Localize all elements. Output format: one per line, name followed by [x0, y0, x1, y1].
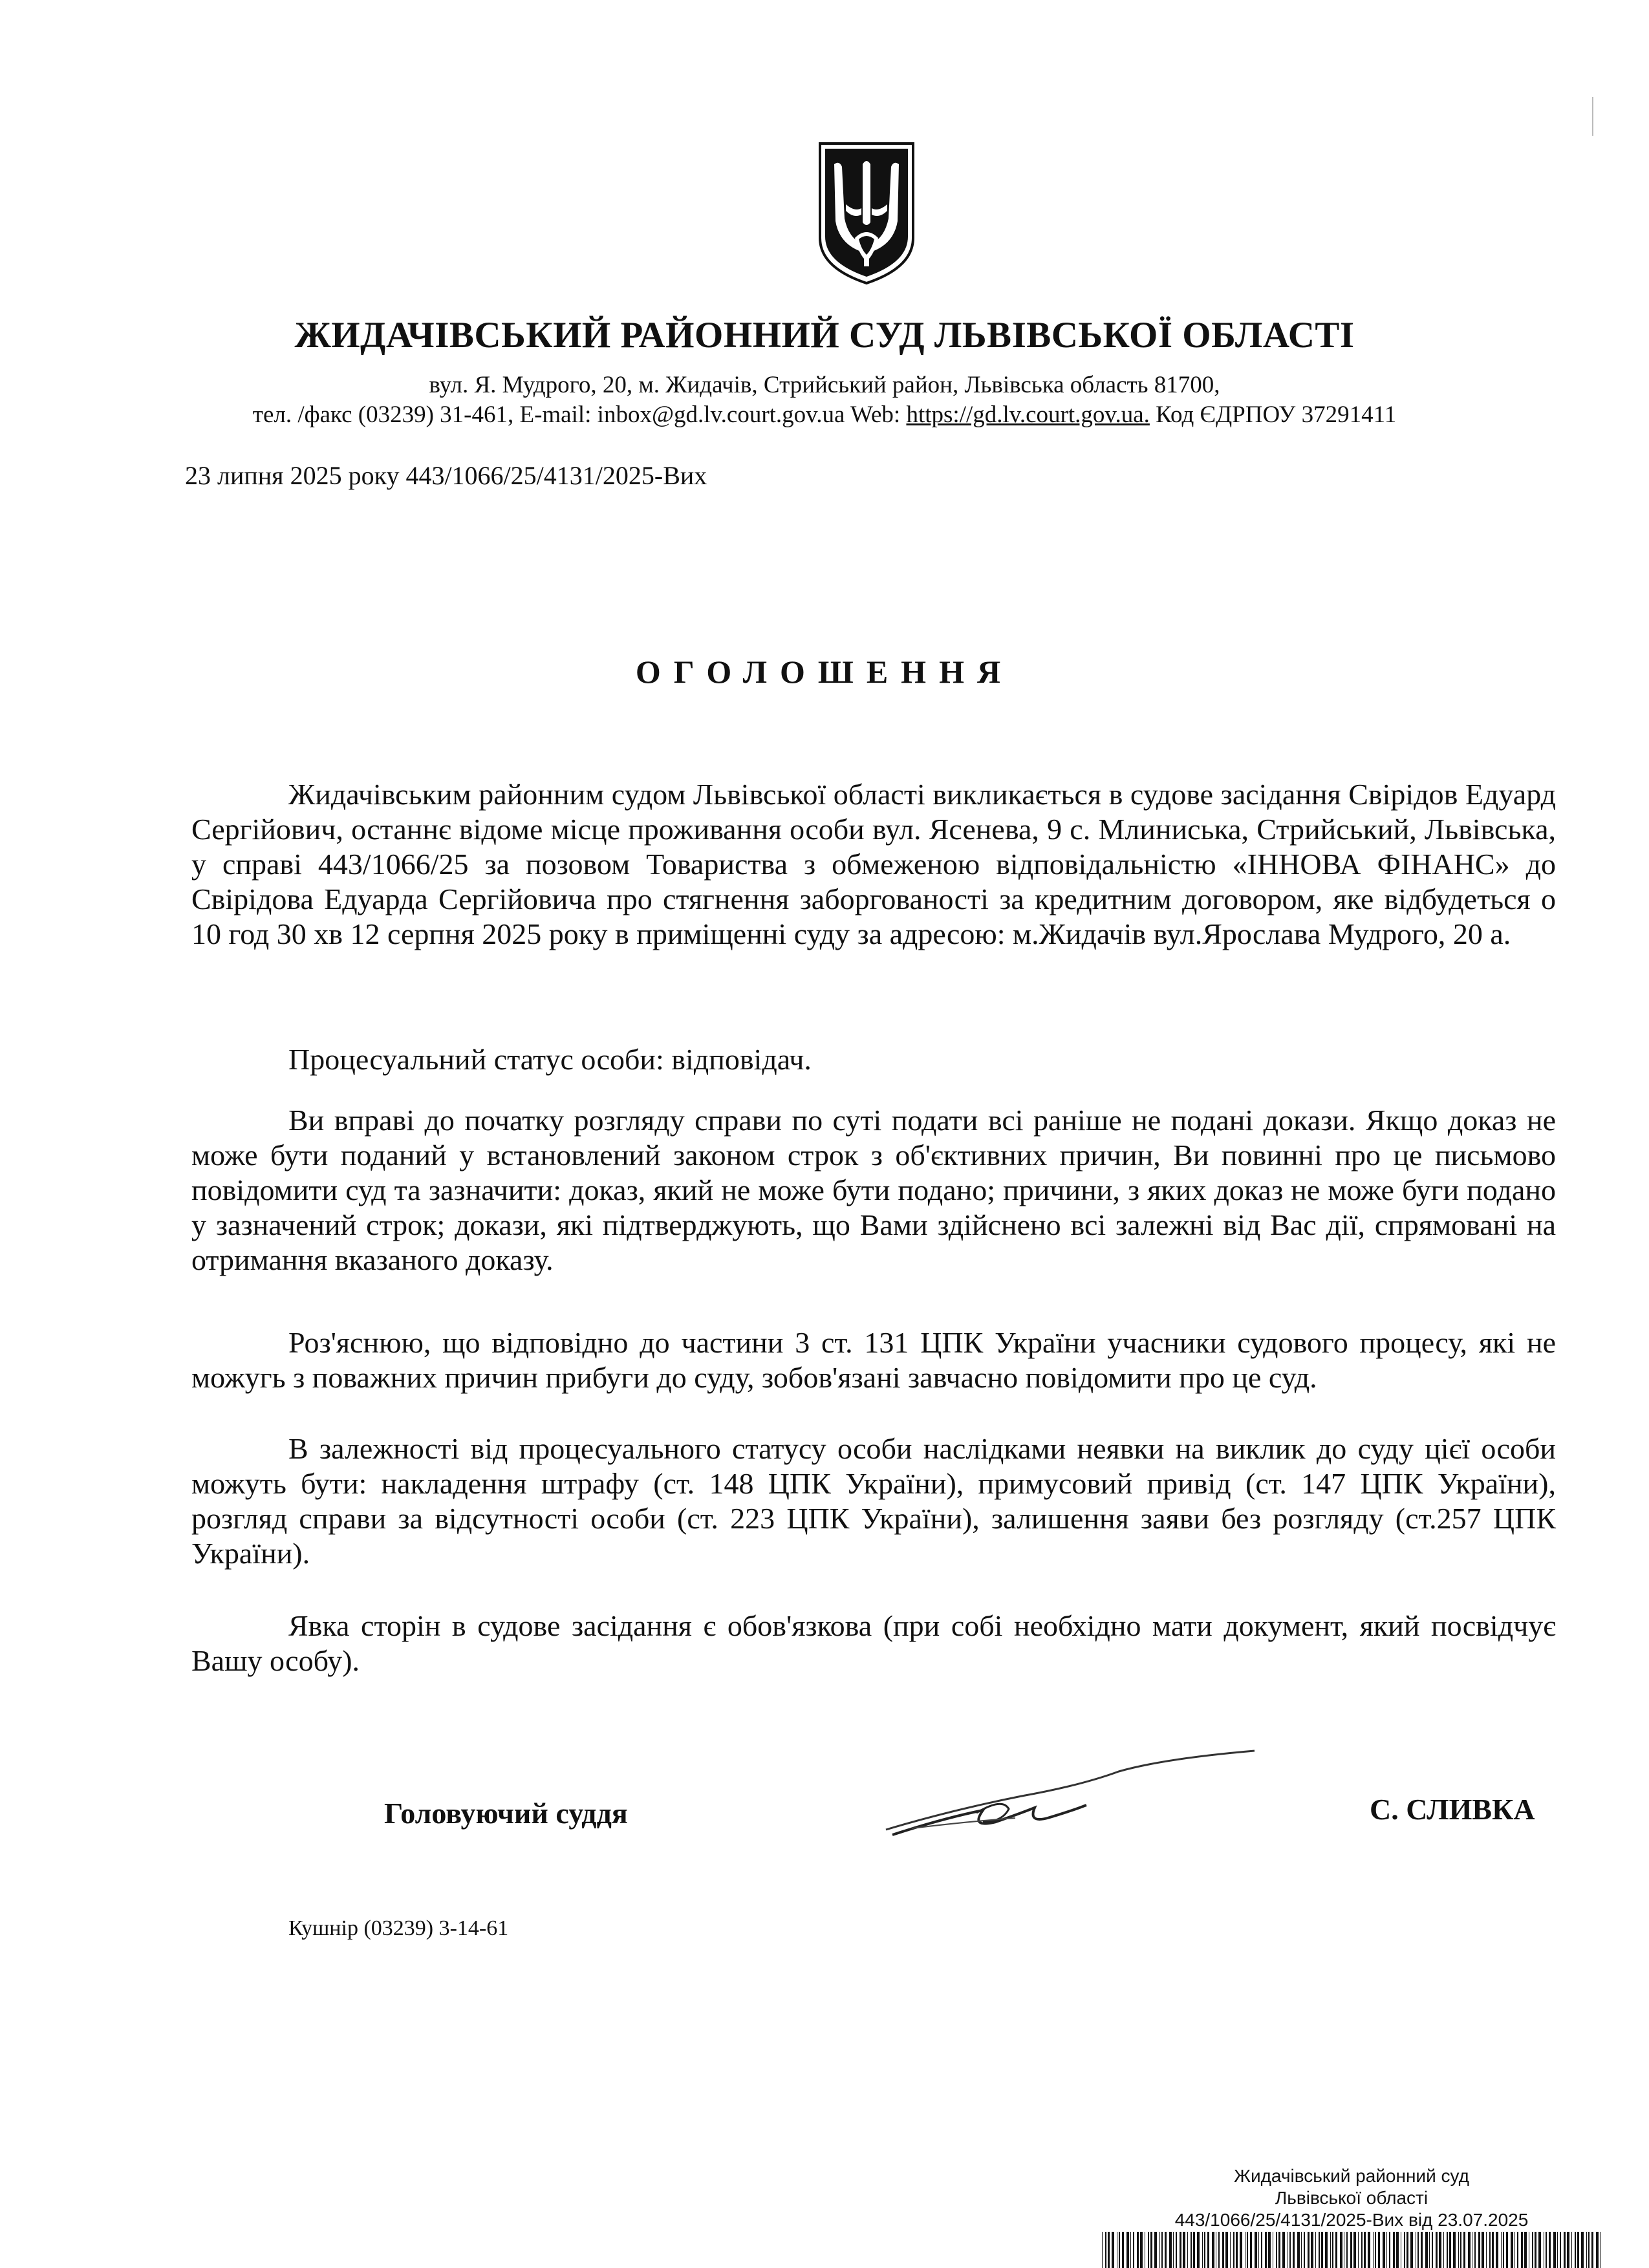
barcode-bar [1404, 2232, 1405, 2268]
barcode-bar [1222, 2232, 1224, 2268]
barcode-bar [1588, 2232, 1590, 2268]
barcode-bar [1321, 2232, 1323, 2268]
barcode-bar [1492, 2232, 1494, 2268]
barcode-bar [1183, 2232, 1185, 2268]
barcode-bar [1468, 2232, 1471, 2268]
barcode-bar [1396, 2232, 1399, 2268]
barcode-bar [1383, 2232, 1385, 2268]
barcode-bar [1511, 2232, 1513, 2268]
barcode-bar [1319, 2232, 1320, 2268]
registration-stamp-region: Львівської області [1275, 2188, 1428, 2208]
barcode-bar [1571, 2232, 1572, 2268]
barcode-bar [1564, 2232, 1566, 2268]
barcode-bar [1549, 2232, 1551, 2268]
barcode-bar [1207, 2232, 1209, 2268]
barcode-bar [1389, 2232, 1390, 2268]
barcode-bar [1378, 2232, 1380, 2268]
executor-contact: Кушнір (03239) 3-14-61 [288, 1916, 509, 1940]
barcode-bar [1308, 2232, 1310, 2268]
court-website-link[interactable]: https://gd.lv.court.gov.ua. [906, 401, 1150, 428]
barcode-bar [1432, 2232, 1433, 2268]
barcode-bar [1154, 2232, 1157, 2268]
barcode-bar [1463, 2232, 1465, 2268]
barcode-bar [1301, 2232, 1302, 2268]
paragraph-consequences: В залежності від процесуального статусу особи наслідками неявки на виклик до суду цієї особи можуть бути: накладення штрафу (ст. 148 ЦПК України), примусовий привід (ст. 147 ЦПК України), розгляд справи за відсутності особи (ст. 223 ЦПК України), залишення заяви без розгляду (ст.257 ЦПК України). [191, 1432, 1556, 1570]
barcode-bar [1187, 2232, 1188, 2268]
barcode-bar [1265, 2232, 1267, 2268]
barcode-bar [1180, 2232, 1181, 2268]
barcode-bar [1429, 2232, 1430, 2268]
barcode-bar [1439, 2232, 1441, 2268]
barcode-bar [1176, 2232, 1177, 2268]
barcode-bar [1137, 2232, 1139, 2268]
barcode-bar [1330, 2232, 1331, 2268]
paragraph-attendance: Явка сторін в судове засідання є обов'язкова (при собі необхідно мати документ, який посвідчує Вашу особу). [191, 1609, 1556, 1677]
barcode-bar [1233, 2232, 1234, 2268]
barcode-bar [1482, 2232, 1484, 2268]
barcode-bar [1591, 2232, 1593, 2268]
barcode-bar [1425, 2232, 1428, 2268]
barcode-icon [1099, 2232, 1604, 2268]
barcode-bar [1353, 2232, 1356, 2268]
barcode-bar [1546, 2232, 1547, 2268]
barcode-bar [1159, 2232, 1160, 2268]
barcode-bar [1524, 2232, 1527, 2268]
barcode-bar [1197, 2232, 1200, 2268]
barcode-bar [1169, 2232, 1172, 2268]
judge-name: С. СЛИВКА [1370, 1793, 1535, 1826]
barcode-bar [1350, 2232, 1352, 2268]
barcode-bar [1496, 2232, 1498, 2268]
barcode-bar [1108, 2232, 1110, 2268]
paragraph-notice-obligation: Роз'яснюю, що відповідно до частини 3 ст. 131 ЦПК України учасники судового процесу, які не можугь з поважних причин прибуги до суду, зобов'язані завчасно повідомити про це суд. [191, 1326, 1556, 1394]
barcode-bar [1506, 2232, 1508, 2268]
barcode-bar [1236, 2232, 1238, 2268]
barcode-bar [1255, 2232, 1257, 2268]
barcode-bar [1130, 2232, 1131, 2268]
paragraph-procedural-status: Процесуальний статус особи: відповідач. [288, 1043, 812, 1076]
court-address: вул. Я. Мудрого, 20, м. Жидачів, Стрийський район, Львівська область 81700, [429, 372, 1220, 398]
barcode-bar [1102, 2232, 1103, 2268]
barcode-bar [1553, 2232, 1556, 2268]
barcode-bar [1315, 2232, 1316, 2268]
barcode-bar [1596, 2232, 1599, 2268]
barcode-bar [1105, 2232, 1106, 2268]
barcode-bar [1557, 2232, 1558, 2268]
barcode-bar [1204, 2232, 1205, 2268]
barcode-bar [1478, 2232, 1480, 2268]
barcode-bar [1148, 2232, 1149, 2268]
barcode-bar [1393, 2232, 1395, 2268]
barcode-bar [1119, 2232, 1120, 2268]
registration-stamp-number: 443/1066/25/4131/2025-Вих від 23.07.2025 [1174, 2210, 1529, 2230]
barcode-bar [1486, 2232, 1487, 2268]
barcode-bar [1140, 2232, 1143, 2268]
barcode-bar [1577, 2232, 1579, 2268]
judge-title: Головуючий суддя [384, 1797, 628, 1830]
barcode-bar [1332, 2232, 1333, 2268]
barcode-bar [1406, 2232, 1408, 2268]
court-name-heading: ЖИДАЧІВСЬКИЙ РАЙОННИЙ СУД ЛЬВІВСЬКОЇ ОБЛАСТІ [294, 315, 1355, 356]
barcode-bar [1230, 2232, 1231, 2268]
barcode-bar [1282, 2232, 1285, 2268]
barcode-bar [1289, 2232, 1291, 2268]
barcode-bar [1410, 2232, 1413, 2268]
document-title: ОГОЛОШЕННЯ [635, 654, 1014, 690]
barcode-bar [1501, 2232, 1502, 2268]
barcode-bar [1340, 2232, 1342, 2268]
barcode-bar [1278, 2232, 1280, 2268]
barcode-bar [1304, 2232, 1305, 2268]
barcode-bar [1586, 2232, 1587, 2268]
coat-of-arms-icon [816, 141, 917, 286]
paragraph-summons: Жидачівським районним судом Львівської області викликається в судове засідання Свірідов Едуард Сергійович, останнє відоме місце проживання особи вул. Ясенева, 9 с. Млиниська, Стрийський, Львівська, у справі 443/1066/25 за позовом Товариства з обмеженою відповідальністю «ІННОВА ФІНАНС» до Свірідова Едуарда Сергійовича про стягнення заборгованості за кредитним договором, яке відбудеться о 10 год 30 хв 12 серпня 2025 року в приміщенні суду за адресою: м.Жидачів вул.Ярослава Мудрого, 20 а. [191, 778, 1556, 950]
barcode-bar [1212, 2232, 1214, 2268]
barcode-bar [1150, 2232, 1152, 2268]
barcode-bar [1261, 2232, 1262, 2268]
barcode-bar [1436, 2232, 1438, 2268]
barcode-bar [1581, 2232, 1584, 2268]
barcode-bar [1218, 2232, 1220, 2268]
paragraph-evidence: Ви вправі до початку розгляду справи по суті подати всі раніше не подані докази. Якщо доказ не може бути поданий у встановлений законом строк з об'єктивних причин, Ви повинні про це письмово повідомити суд та зазначити: доказ, який не може бути подано; причини, з яких доказ не може буги подано у зазначений строк; докази, які підтверджують, що Вами здійснено всі залежні від Вас дії, спрямовані на отримання вказаного доказу. [191, 1104, 1556, 1276]
barcode-bar [1460, 2232, 1461, 2268]
barcode-bar [1375, 2232, 1376, 2268]
barcode-bar [1417, 2232, 1419, 2268]
court-contacts [0, 401, 1649, 429]
barcode-bar [1250, 2232, 1252, 2268]
contacts-phone-email: тел. /факс (03239) 31-461, E-mail: inbox@gd.lv.court.gov.ua Web: [252, 401, 907, 428]
barcode-bar [1173, 2232, 1174, 2268]
barcode-bar [1373, 2232, 1374, 2268]
barcode-bar [1126, 2232, 1129, 2268]
barcode-bar [1421, 2232, 1423, 2268]
barcode-bar [1443, 2232, 1444, 2268]
barcode-bar [1532, 2232, 1533, 2268]
barcode-bar [1517, 2232, 1518, 2268]
barcode-bar [1514, 2232, 1515, 2268]
barcode-bar [1346, 2232, 1348, 2268]
barcode-bar [1311, 2232, 1313, 2268]
contacts-edrpou: Код ЄДРПОУ 37291411 [1149, 401, 1397, 428]
barcode-bar [1489, 2232, 1491, 2268]
scan-mark [1591, 97, 1595, 136]
judge-signature [873, 1746, 1261, 1849]
barcode-bar [1368, 2232, 1370, 2268]
barcode-bar [1458, 2232, 1459, 2268]
barcode-bar [1567, 2232, 1569, 2268]
barcode-bar [1165, 2232, 1167, 2268]
barcode-bar [1122, 2232, 1124, 2268]
barcode-bar [1447, 2232, 1448, 2268]
barcode-bar [1503, 2232, 1504, 2268]
barcode-bar [1364, 2232, 1366, 2268]
barcode-bar [1293, 2232, 1295, 2268]
barcode-bar [1453, 2232, 1456, 2268]
barcode-bar [1538, 2232, 1541, 2268]
barcode-bar [1474, 2232, 1476, 2268]
barcode-bar [1258, 2232, 1259, 2268]
barcode-bar [1386, 2232, 1387, 2268]
barcode-bar [1133, 2232, 1134, 2268]
barcode-bar [1361, 2232, 1363, 2268]
barcode-bar [1358, 2232, 1359, 2268]
barcode-bar [1297, 2232, 1300, 2268]
barcode-bar [1325, 2232, 1328, 2268]
barcode-bar [1191, 2232, 1192, 2268]
barcode-bar [1276, 2232, 1277, 2268]
document-date-and-number: 23 липня 2025 року 443/1066/25/4131/2025-Вих [185, 461, 707, 490]
barcode-bar [1193, 2232, 1195, 2268]
barcode-bar [1112, 2232, 1114, 2268]
barcode-bar [1449, 2232, 1451, 2268]
barcode-bar [1268, 2232, 1271, 2268]
barcode-bar [1535, 2232, 1536, 2268]
barcode-bar [1240, 2232, 1242, 2268]
barcode-bar [1161, 2232, 1163, 2268]
barcode-bar [1202, 2232, 1203, 2268]
barcode-bar [1225, 2232, 1228, 2268]
barcode-bar [1335, 2232, 1337, 2268]
barcode-bar [1560, 2232, 1561, 2268]
barcode-bar [1247, 2232, 1248, 2268]
registration-stamp-court: Жидачівський районний суд [1234, 2166, 1469, 2186]
barcode-bar [1575, 2232, 1576, 2268]
barcode-bar [1521, 2232, 1523, 2268]
